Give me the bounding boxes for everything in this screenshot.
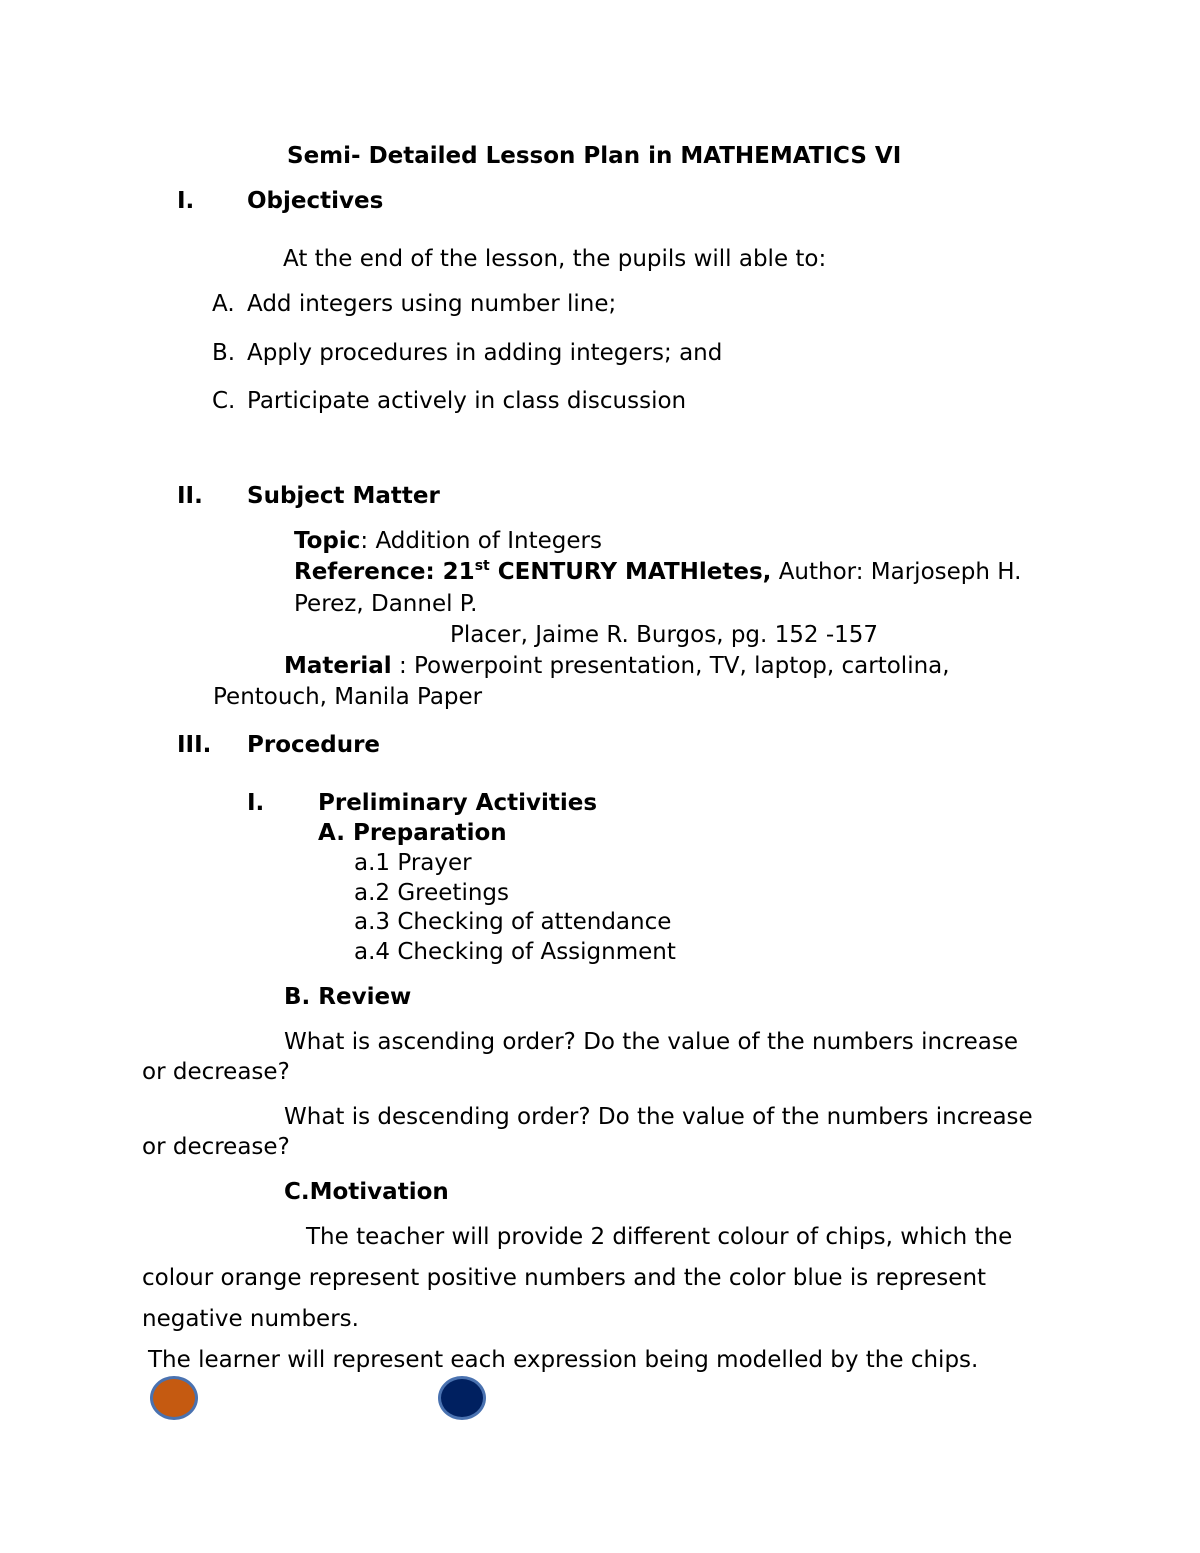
material-value-1: : Powerpoint presentation, TV, laptop, cartolina,: [391, 653, 950, 679]
review-question-2-line-2: or decrease?: [142, 1134, 290, 1160]
preliminary-numeral: I.: [247, 790, 265, 816]
preparation-step: a.3 Checking of attendance: [354, 909, 672, 935]
motivation-paragraph-line-2: colour orange represent positive numbers and the color blue is represent: [142, 1265, 987, 1291]
preliminary-heading: Preliminary Activities: [318, 790, 598, 816]
objective-item-c: Participate actively in class discussion: [247, 388, 687, 414]
motivation-paragraph-line-1: The teacher will provide 2 different colour of chips, which the: [306, 1224, 1013, 1250]
objective-item-a: Add integers using number line;: [247, 291, 617, 317]
preparation-step: a.4 Checking of Assignment: [354, 939, 676, 965]
blue-chip: [438, 1376, 486, 1420]
reference-label: Reference: 21: [294, 559, 475, 585]
topic-line: [294, 530, 602, 553]
objectives-intro: At the end of the lesson, the pupils will able to:: [283, 246, 827, 272]
preparation-step: a.1 Prayer: [354, 850, 472, 876]
topic-value: : Addition of Integers: [360, 528, 602, 554]
motivation-heading: C.Motivation: [284, 1179, 449, 1205]
objective-item-b: Apply procedures in adding integers; and: [247, 340, 723, 366]
review-question-1-line-2: or decrease?: [142, 1059, 290, 1085]
motivation-paragraph-line-3: negative numbers.: [142, 1306, 359, 1332]
topic-label: Topic: [294, 528, 361, 554]
preparation-step: a.2 Greetings: [354, 880, 509, 906]
procedure-heading: Procedure: [247, 732, 381, 758]
reference-authors-1: Author: Marjoseph H.: [771, 559, 1022, 585]
objective-letter-c: C.: [212, 388, 236, 414]
page-title: Semi- Detailed Lesson Plan in MATHEMATICS VI: [287, 143, 902, 169]
reference-authors-2: Perez, Dannel P.: [294, 591, 478, 617]
objectives-numeral: I.: [177, 188, 195, 214]
material-value-2: Pentouch, Manila Paper: [213, 684, 483, 710]
reference-line: [294, 558, 1022, 585]
review-question-1-line-1: What is ascending order? Do the value of the numbers increase: [284, 1029, 1019, 1055]
review-question-2-line-1: What is descending order? Do the value of the numbers increase: [284, 1104, 1033, 1130]
reference-title: CENTURY MATHletes,: [489, 559, 772, 585]
material-line: [284, 655, 950, 678]
procedure-numeral: III.: [177, 732, 212, 758]
reference-superscript: st: [474, 558, 490, 574]
reference-authors-3: Placer, Jaime R. Burgos, pg. 152 -157: [450, 622, 879, 648]
preparation-heading: A. Preparation: [318, 820, 507, 846]
objective-letter-b: B.: [212, 340, 236, 366]
subject-matter-numeral: II.: [177, 483, 203, 509]
review-heading: B. Review: [284, 984, 412, 1010]
subject-matter-heading: Subject Matter: [247, 483, 440, 509]
objectives-heading: Objectives: [247, 188, 384, 214]
material-label: Material: [284, 653, 392, 679]
orange-chip: [150, 1376, 198, 1420]
objective-letter-a: A.: [212, 291, 235, 317]
motivation-instruction: The learner will represent each expression being modelled by the chips.: [148, 1347, 979, 1373]
